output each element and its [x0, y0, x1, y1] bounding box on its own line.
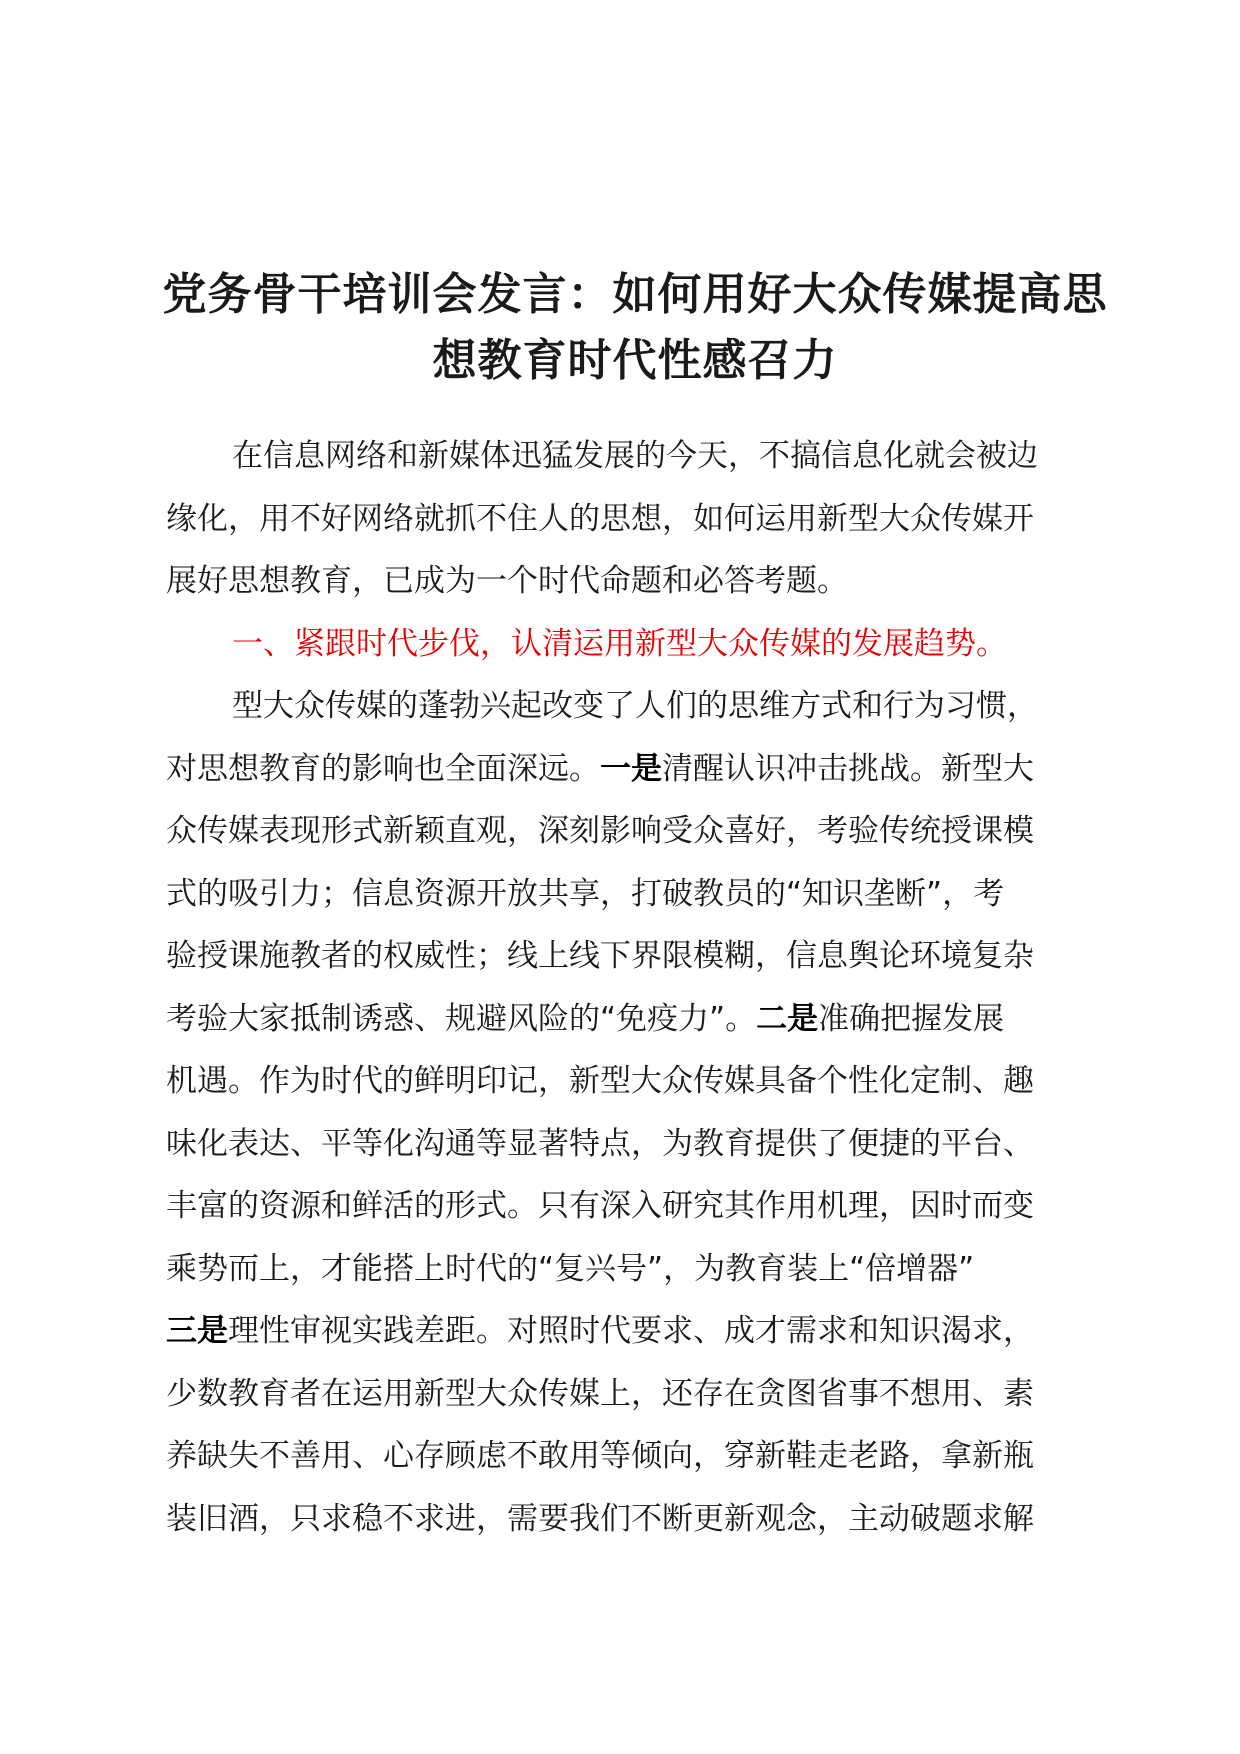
text-span: 考验大家抵制诱惑、规避风险的“免疫力”。: [166, 1000, 757, 1037]
paragraph-line: 乘势而上，才能搭上时代的“复兴号”，为教育装上“倍增器”: [166, 1250, 975, 1287]
paragraph-line: 众传媒表现形式新颖直观，深刻影响受众喜好，考验传统授课模: [166, 813, 1034, 849]
intro-line: 缘化，用不好网络就抓不住人的思想，如何运用新型大众传媒开: [166, 500, 1034, 537]
paragraph-line: 少数教育者在运用新型大众传媒上，还存在贪图省事不想用、素: [166, 1375, 1034, 1412]
title-line-1: 党务骨干培训会发言：如何用好大众传媒提高思: [162, 269, 1108, 320]
text-span: 理性审视实践差距。对照时代要求、成才需求和知识渴求，: [228, 1313, 1034, 1349]
paragraph-line: 养缺失不善用、心存顾虑不敢用等倾向，穿新鞋走老路，拿新瓶: [166, 1438, 1034, 1474]
paragraph-line: 味化表达、平等化沟通等显著特点，为教育提供了便捷的平台、: [166, 1125, 1034, 1162]
text-span: 对思想教育的影响也全面深远。: [166, 750, 600, 787]
paragraph-line: 丰富的资源和鲜活的形式。只有深入研究其作用机理，因时而变: [166, 1188, 1034, 1224]
bold-marker: 一是: [600, 750, 662, 787]
bold-marker: 三是: [166, 1313, 228, 1349]
paragraph-line: 验授课施教者的权威性；线上线下界限模糊，信息舆论环境复杂: [166, 938, 1034, 974]
document-title: [140, 262, 1130, 394]
paragraph-line: 机遇。作为时代的鲜明印记，新型大众传媒具备个性化定制、趣: [166, 1063, 1034, 1099]
paragraph-line: 型大众传媒的蓬勃兴起改变了人们的思维方式和行为习惯，: [232, 688, 1038, 724]
bold-marker: 二是: [756, 1000, 819, 1037]
document-body: [166, 425, 1106, 1550]
title-line-2: 想教育时代性感召力: [432, 335, 838, 386]
text-span: 清醒认识冲击挑战。新型大: [662, 750, 1034, 787]
paragraph-line: [166, 1300, 1106, 1363]
intro-line: 在信息网络和新媒体迅猛发展的今天，不搞信息化就会被边: [232, 438, 1038, 474]
paragraph-line: 装旧酒，只求稳不求进，需要我们不断更新观念，主动破题求解: [166, 1500, 1034, 1537]
intro-line: 展好思想教育，已成为一个时代命题和必答考题。: [166, 563, 848, 599]
section-heading: 一、紧跟时代步伐，认清运用新型大众传媒的发展趋势。: [232, 625, 1007, 662]
paragraph-line: [166, 738, 1106, 801]
paragraph-line: 式的吸引力；信息资源开放共享，打破教员的“知识垄断”，考: [166, 875, 1005, 912]
text-span: 准确把握发展: [818, 1000, 1005, 1037]
paragraph-line: [166, 988, 1106, 1051]
